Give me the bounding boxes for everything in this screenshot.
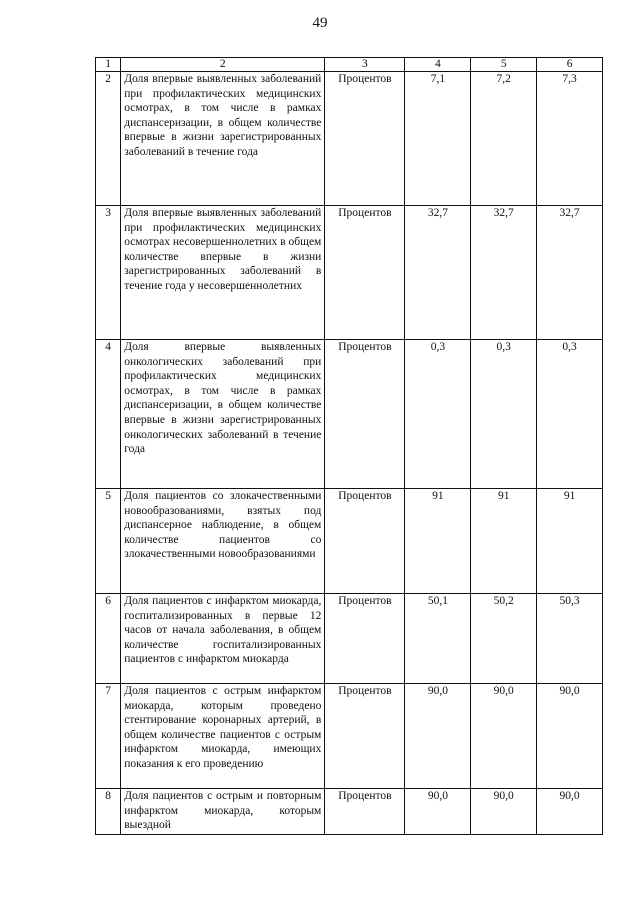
row-number: 2 xyxy=(96,72,121,206)
indicator-description: Доля пациентов с инфарктом миокарда, госпитализированных в первые 12 часов от начала заболевания, в общем количестве госпитализированных пациентов с инфарктом миокарда xyxy=(121,594,325,684)
value-col-5: 90,0 xyxy=(471,789,537,835)
value-col-5: 0,3 xyxy=(471,340,537,489)
column-header-4: 4 xyxy=(405,58,471,72)
indicator-description: Доля впервые выявленных заболеваний при профилактических медицинских осмотрах, в том числе в рамках диспансеризации, в общем количестве впервые в жизни зарегистрированных заболеваний в течение года xyxy=(121,72,325,206)
value-col-6: 50,3 xyxy=(537,594,603,684)
value-col-6: 90,0 xyxy=(537,789,603,835)
column-header-6: 6 xyxy=(537,58,603,72)
page-number: 49 xyxy=(312,15,328,31)
value-col-5: 91 xyxy=(471,489,537,594)
row-number: 6 xyxy=(96,594,121,684)
value-col-5: 7,2 xyxy=(471,72,537,206)
indicator-description: Доля пациентов со злокачественными новообразованиями, взятых под диспансерное наблюдение, в общем количестве пациентов со злокачественными новообразованиями xyxy=(121,489,325,594)
indicator-description: Доля пациентов с острым инфарктом миокарда, которым проведено стентирование коронарных артерий, в общем количестве пациентов с острым инфарктом миокарда, имеющих показания к его проведению xyxy=(121,684,325,789)
value-col-5: 50,2 xyxy=(471,594,537,684)
row-number: 7 xyxy=(96,684,121,789)
column-header-3: 3 xyxy=(325,58,405,72)
indicator-description: Доля пациентов с острым и повторным инфарктом миокарда, которым выездной xyxy=(121,789,325,835)
value-col-6: 0,3 xyxy=(537,340,603,489)
value-col-4: 91 xyxy=(405,489,471,594)
table-row xyxy=(96,206,603,340)
row-number: 8 xyxy=(96,789,121,835)
value-col-4: 90,0 xyxy=(405,789,471,835)
table-row xyxy=(96,789,603,835)
row-number: 3 xyxy=(96,206,121,340)
unit-cell: Процентов xyxy=(325,489,405,594)
value-col-6: 32,7 xyxy=(537,206,603,340)
unit-cell: Процентов xyxy=(325,206,405,340)
value-col-5: 32,7 xyxy=(471,206,537,340)
value-col-4: 90,0 xyxy=(405,684,471,789)
unit-cell: Процентов xyxy=(325,72,405,206)
table-row xyxy=(96,594,603,684)
value-col-5: 90,0 xyxy=(471,684,537,789)
unit-cell: Процентов xyxy=(325,684,405,789)
unit-cell: Процентов xyxy=(325,789,405,835)
table-row xyxy=(96,340,603,489)
value-col-4: 7,1 xyxy=(405,72,471,206)
value-col-4: 32,7 xyxy=(405,206,471,340)
unit-cell: Процентов xyxy=(325,594,405,684)
indicators-table xyxy=(95,57,603,835)
table-row xyxy=(96,72,603,206)
value-col-6: 90,0 xyxy=(537,684,603,789)
indicator-description: Доля впервые выявленных заболеваний при профилактических медицинских осмотрах несовершеннолетних в общем количестве впервые в жизни зарегистрированных заболеваний в течение года у несовершеннолетних xyxy=(121,206,325,340)
column-header-2: 2 xyxy=(121,58,325,72)
column-header-5: 5 xyxy=(471,58,537,72)
table-row xyxy=(96,489,603,594)
table-header-row xyxy=(96,58,603,72)
row-number: 5 xyxy=(96,489,121,594)
value-col-6: 7,3 xyxy=(537,72,603,206)
value-col-6: 91 xyxy=(537,489,603,594)
value-col-4: 0,3 xyxy=(405,340,471,489)
table-row xyxy=(96,684,603,789)
indicator-description: Доля впервые выявленных онкологических заболеваний при профилактических медицинских осмотрах, в том числе в рамках диспансеризации, в общем количестве впервые в жизни зарегистрированных онкологических заболеваний в течение года xyxy=(121,340,325,489)
value-col-4: 50,1 xyxy=(405,594,471,684)
row-number: 4 xyxy=(96,340,121,489)
column-header-1: 1 xyxy=(96,58,121,72)
unit-cell: Процентов xyxy=(325,340,405,489)
